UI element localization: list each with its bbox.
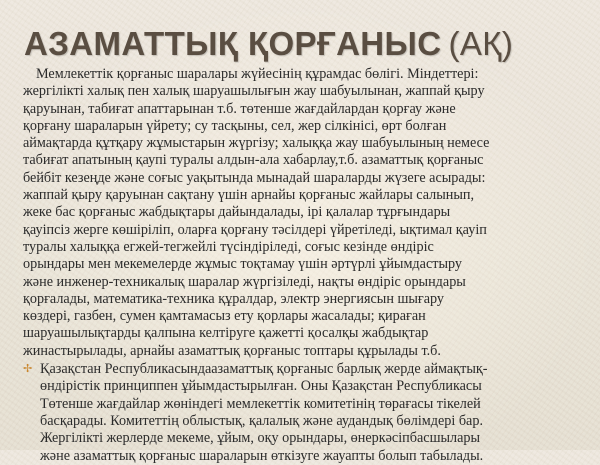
slide-title	[24, 22, 584, 66]
bullet-line: Жергілікті жерлерде мекеме, ұйым, оқу орындары, өнеркәсіпбасшылары	[40, 430, 481, 447]
bullet-paragraph	[23, 361, 580, 465]
paragraph-line: қаруынан, табиғат апаттарынан т.б. төтенше жағдайлардан қорғау және	[23, 100, 456, 117]
bullet-line: өндірістік принциппен ұйымдастырылған. Оны Қазақстан Республикасы	[40, 378, 482, 395]
paragraph-line: және инженер-техникалық шаралар жүргізіледі, нақты өндіріс орындары	[23, 273, 466, 290]
bullet-line: Қазақстан Республикасындаазаматтық қорғаныс барлық жерде аймақтық-	[40, 361, 488, 378]
paragraph-line: жергілікті халық пен халық шаруашылығын жау шабуылынан, жаппай қыру	[23, 83, 485, 100]
paragraph-line: жинастырылады, арнайы азаматтық қорғаныс топтары құрылады т.б.	[23, 342, 441, 359]
slide-title-abbr: (АҚ)	[448, 25, 514, 62]
paragraph-line: қорғалады, математика-техника құралдар, электр энергиясын шығару	[23, 290, 445, 307]
paragraph-line: қауіпсіз жерге көшіріліп, оларға қорғану тәсілдері үйретіледі, ықтимал қауіп	[23, 221, 487, 238]
paragraph-line: туралы халыққа егжей-тегжейлі түсіндіріледі, соғыс кезінде өндіріс	[23, 238, 434, 255]
paragraph-line: бейбіт кезеңде және соғыс уақытында мынадай шараларды жүзеге асырады:	[23, 169, 486, 186]
paragraph-line: жеке бас қорғаныс жабдықтары дайындалады, ірі қалалар тұрғындары	[23, 204, 451, 221]
intro-line: Мемлекеттік қорғаныс шаралары жүйесінің құрамдас бөлігі. Міндеттері:	[36, 66, 479, 82]
bullet-line: Төтенше жағдайлар жөніндегі мемлекеттік комитетінің төрағасы тікелей	[40, 395, 481, 412]
paragraph-line: жаппай қыру қаруынан сақтану үшін арнайы қорғаныс жайлары салынып,	[23, 187, 475, 204]
duties-paragraph	[23, 83, 580, 360]
paragraph-line: шаруашылықтарды қалпына келтіруге қажетті қосалқы жабдықтар	[23, 325, 429, 342]
paragraph-line: орындары мен мекемелерде жұмыс тоқтамау үшін әртүрлі ұйымдастыру	[23, 256, 462, 273]
paragraph-line: аймақтарда құтқару жұмыстарын жүргізу; халыққа жау шабуылының немесе	[23, 135, 490, 152]
bullet-line: және азаматтық қорғаныс шараларын өткізуге жауапты болып табылады.	[40, 447, 484, 464]
slide-title-main: АЗАМАТТЫҚ ҚОРҒАНЫС	[24, 25, 442, 62]
bullet-icon: ✢	[23, 362, 33, 376]
slide-body	[23, 66, 580, 465]
paragraph-line: көздері, газбен, сумен қамтамасыз ету қорлары жасалады; қираған	[23, 308, 426, 325]
paragraph-line: табиғат апатының қаупі туралы алдын-ала хабарлау,т.б. азаматтық қорғаныс	[23, 152, 484, 169]
paragraph-line: қорғану шараларын үйрету; су тасқыны, сел, жер сілкінісі, өрт болған	[23, 117, 447, 134]
bullet-line: басқарады. Комитеттің облыстық, қалалық және аудандық бөлімдері бар.	[40, 412, 483, 429]
